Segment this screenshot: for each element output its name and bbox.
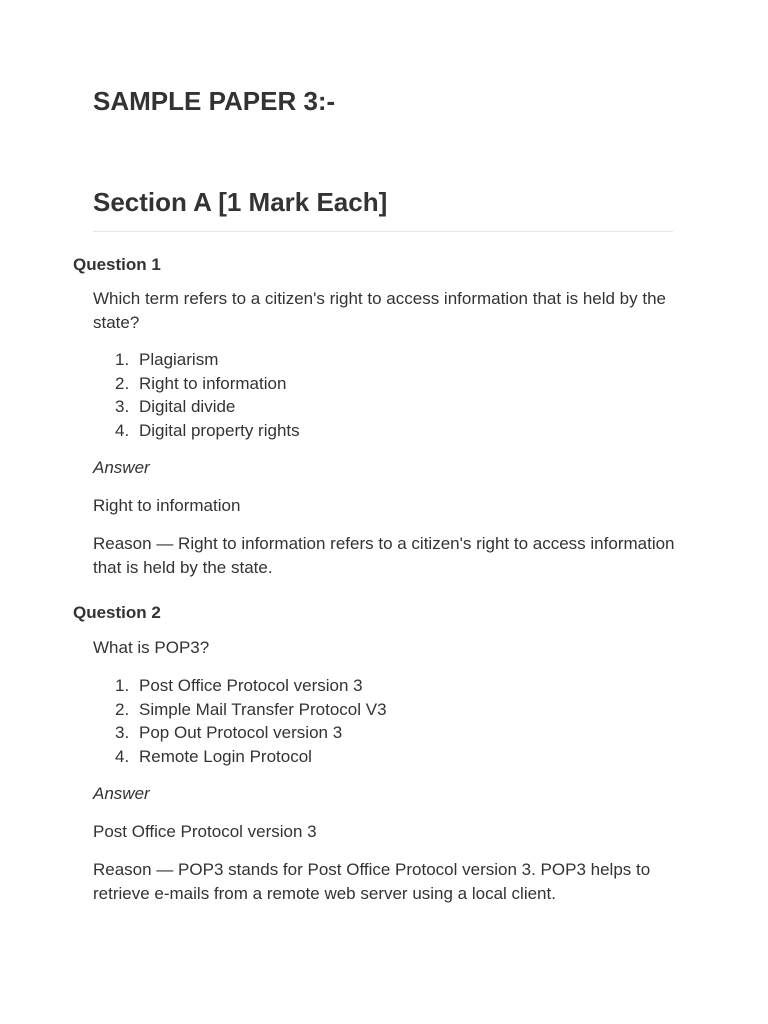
question-text: What is POP3? <box>93 638 210 657</box>
options-list <box>93 348 300 442</box>
option-label: Pop Out Protocol version 3 <box>139 723 343 742</box>
section-divider <box>93 231 673 232</box>
question-text: Which term refers to a citizen's right to access information that is held by the state? <box>93 289 666 332</box>
option-number: 2. <box>115 373 130 393</box>
answer-value: Right to information <box>93 496 241 515</box>
answer-reason: Reason — POP3 stands for Post Office Protocol version 3. POP3 helps to retrieve e-mails from a remote web server using a local client. <box>93 860 651 903</box>
option-item <box>93 419 300 443</box>
question-heading: Question 1 <box>73 255 161 274</box>
option-number: 3. <box>115 723 130 742</box>
option-item <box>93 372 300 396</box>
option-number: 4. <box>115 420 130 440</box>
option-label: Remote Login Protocol <box>139 746 312 766</box>
option-label: Post Office Protocol version 3 <box>139 676 363 695</box>
answer-reason: Reason — Right to information refers to a citizen's right to access information that is held by the state. <box>93 534 675 577</box>
answer-label: Answer <box>93 784 150 803</box>
paper-title: SAMPLE PAPER 3:- <box>93 86 336 116</box>
options-list <box>93 674 387 768</box>
option-item <box>93 698 387 722</box>
option-item <box>93 745 387 769</box>
option-label: Digital divide <box>139 397 236 416</box>
option-item <box>93 395 300 419</box>
option-item <box>93 674 387 698</box>
option-number: 4. <box>115 746 130 766</box>
option-label: Simple Mail Transfer Protocol V3 <box>139 699 387 719</box>
option-item <box>93 721 387 745</box>
option-number: 1. <box>115 350 130 369</box>
option-number: 1. <box>115 676 130 695</box>
option-label: Plagiarism <box>139 350 219 369</box>
answer-value: Post Office Protocol version 3 <box>93 822 317 841</box>
answer-label: Answer <box>93 458 150 477</box>
option-number: 3. <box>115 397 130 416</box>
option-label: Right to information <box>139 373 287 393</box>
option-number: 2. <box>115 699 130 719</box>
option-item <box>93 348 300 372</box>
question-heading: Question 2 <box>73 603 161 622</box>
option-label: Digital property rights <box>139 420 300 440</box>
section-title: Section A [1 Mark Each] <box>93 187 388 217</box>
